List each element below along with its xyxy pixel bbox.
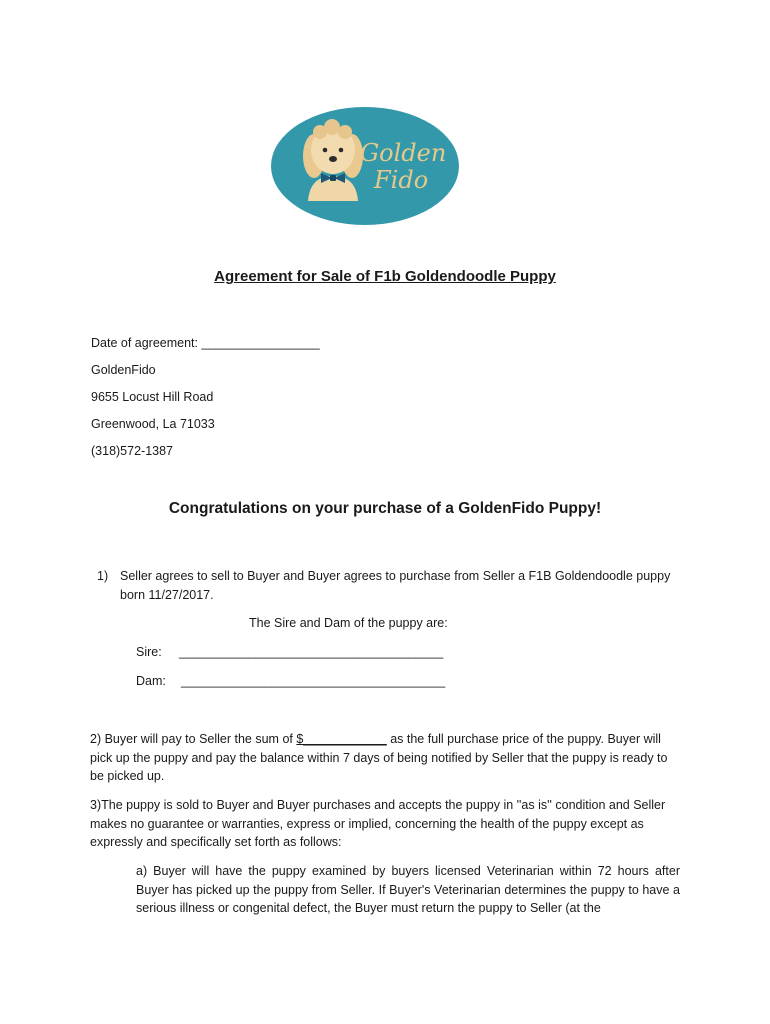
clause-1-number: 1) bbox=[97, 569, 109, 583]
seller-phone: (318)572-1387 bbox=[91, 444, 174, 458]
logo-text-golden: Golden bbox=[360, 139, 447, 167]
clause-2 bbox=[90, 730, 678, 786]
clause-3a: a) Buyer will have the puppy examined by buyers licensed Veterinarian within 72 hours after Buyer has picked up the puppy from Seller. If Buyer's Veterinarian determines the puppy to have a serious illness or congenital defect, the Buyer must return the puppy to Seller (at the bbox=[136, 864, 680, 915]
sire-dam-intro: The Sire and Dam of the puppy are: bbox=[249, 616, 448, 630]
date-of-agreement: Date of agreement: _________________ bbox=[91, 336, 320, 350]
goldenfido-logo bbox=[270, 106, 460, 226]
sire-blank: ______________________________________ bbox=[179, 645, 444, 659]
dam-blank: ______________________________________ bbox=[181, 674, 446, 688]
seller-city-state-zip: Greenwood, La 71033 bbox=[91, 417, 215, 431]
clause-1-line-2: born 11/27/2017. bbox=[120, 588, 214, 602]
clause-2-amount: $____________ bbox=[296, 732, 387, 746]
clause-1-line-1: Seller agrees to sell to Buyer and Buyer agrees to purchase from Seller a F1B Goldendoodle puppy bbox=[120, 569, 671, 583]
dam-label: Dam: bbox=[136, 674, 166, 688]
logo-text-fido: Fido bbox=[374, 166, 429, 194]
clause-2-text-pre: 2) Buyer will pay to Seller the sum of bbox=[90, 732, 297, 746]
clause-2-text-post: as the full purchase price of the puppy. Buyer will pick up the puppy and pay the balance within 7 days of being notified by Seller that the puppy is ready to be picked up. bbox=[90, 732, 668, 783]
document-title: Agreement for Sale of F1b Goldendoodle Puppy bbox=[214, 268, 556, 285]
seller-street-address: 9655 Locust Hill Road bbox=[91, 390, 214, 404]
sire-label: Sire: bbox=[136, 645, 162, 659]
congratulations-heading: Congratulations on your purchase of a GoldenFido Puppy! bbox=[168, 500, 602, 517]
seller-company-name: GoldenFido bbox=[91, 363, 156, 377]
clause-3: 3)The puppy is sold to Buyer and Buyer purchases and accepts the puppy in ''as is'' condition and Seller makes no guarantee or warranties, express or implied, concerning the health of the puppy except as expressly and specifically set forth as follows: bbox=[90, 798, 666, 849]
